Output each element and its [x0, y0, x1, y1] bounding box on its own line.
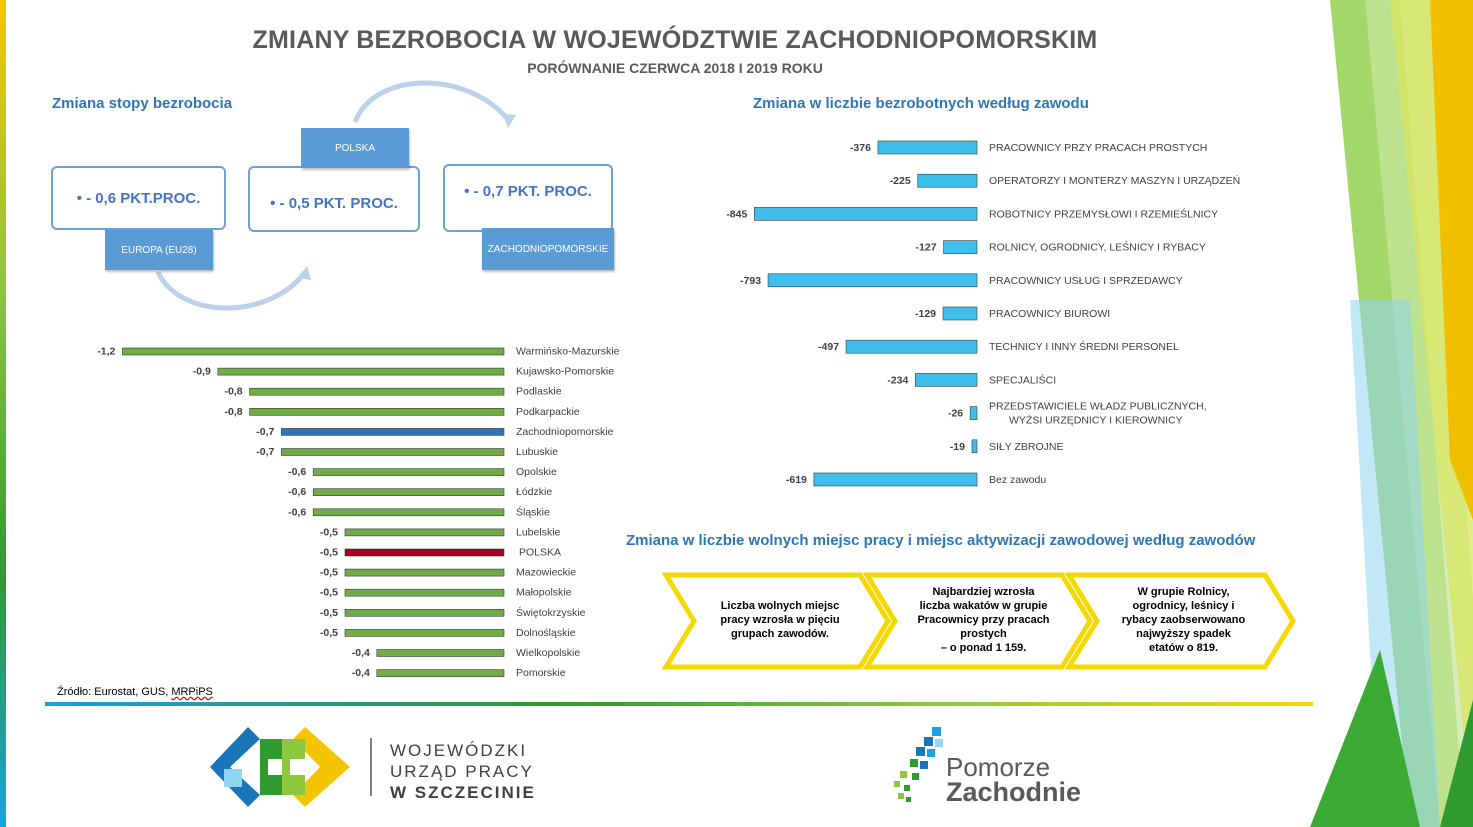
data-label: -0,6 [288, 506, 307, 519]
chevron-3-line: etatów o 819. [1148, 642, 1219, 654]
data-label: -26 [947, 407, 964, 420]
category-label: Kujawsko-Pomorskie [516, 365, 615, 378]
bar [970, 407, 977, 420]
bar [915, 373, 977, 386]
data-label: -376 [849, 142, 871, 154]
category-label: OPERATORZY I MONTERZY MASZYN I URZĄDZEŃ [989, 175, 1241, 188]
europe-rate-value: • - 0,6 PKT.PROC. [76, 189, 201, 207]
category-label: Wielkopolskie [516, 647, 581, 659]
bar [878, 141, 977, 154]
data-label: -0,7 [256, 446, 275, 458]
bar [944, 241, 977, 254]
data-label: -0,6 [288, 466, 307, 479]
bar [345, 629, 504, 636]
bar [313, 509, 504, 516]
source-mrpips: MRPiPS [171, 686, 213, 698]
chevron-1-line: pracy wzrosła w pięciu [720, 614, 840, 626]
poland-rate-value: • - 0,5 PKT. PROC. [270, 194, 398, 212]
chevron-3-line: najwyższy spadek [1136, 628, 1231, 640]
bar [768, 274, 977, 287]
vacancies-heading: Zmiana w liczbie wolnych miejsc pracy i miejsc aktywizacji zawodowej według zawodów [626, 532, 1256, 549]
source-note [57, 686, 213, 698]
category-label: PRACOWNICY BIUROWI [989, 308, 1111, 320]
category-label: Łódzkie [516, 486, 553, 499]
data-label: -0,5 [319, 526, 338, 539]
europe-rate-card [51, 166, 226, 230]
category-label: Dolnośląskie [516, 626, 576, 639]
category-label: SPECJALIŚCI [989, 374, 1057, 387]
zachodnie-text: Zachodnie [946, 777, 1082, 807]
bar [218, 368, 504, 375]
bar [345, 529, 504, 536]
chevron-2-line: – o ponad 1 159. [940, 642, 1027, 654]
bar [345, 589, 504, 596]
bar [122, 348, 504, 355]
bar [918, 174, 977, 187]
wup-logo-icon [210, 725, 355, 810]
poland-rate-card [248, 166, 420, 232]
bar [250, 388, 504, 395]
category-label: WYŻSI URZĘDNICY I KIEROWNICY [1009, 414, 1183, 427]
wup-line-3: W SZCZECINIE [390, 783, 536, 802]
wup-line-2: URZĄD PRACY [390, 762, 534, 781]
bar [377, 650, 504, 657]
category-label: Podkarpackie [516, 405, 580, 418]
category-label: Pomorskie [516, 667, 566, 680]
data-label: -0,9 [192, 365, 211, 378]
data-label: -845 [726, 208, 748, 221]
occupation-chart [700, 130, 1290, 500]
decorative-stripes [1290, 0, 1473, 827]
bar [846, 340, 977, 353]
unemployment-rate-heading: Zmiana stopy bezrobocia [52, 95, 233, 112]
footer-divider [45, 702, 1313, 708]
bar [754, 207, 977, 220]
data-label: -0,5 [319, 546, 338, 559]
chevron-1-text [705, 599, 855, 641]
data-label: -0,5 [319, 566, 338, 579]
data-label: -129 [914, 308, 937, 320]
bar [313, 489, 504, 496]
data-label: -234 [887, 374, 909, 387]
chevron-2-line: liczba wakatów w grupie [919, 600, 1048, 612]
category-label: ROLNICY, OGRODNICY, LEŚNICY I RYBACY [989, 241, 1206, 254]
source-text: Źródło: Eurostat, GUS, [57, 686, 172, 698]
category-label: Zachodniopomorskie [516, 425, 614, 438]
data-label: -0,5 [319, 626, 338, 639]
category-label: Opolskie [516, 466, 557, 479]
bar [281, 428, 504, 435]
category-label: PRACOWNICY USŁUG I SPRZEDAWCY [989, 274, 1183, 287]
bar [377, 670, 504, 677]
category-label: Śląskie [516, 506, 550, 519]
data-label: -225 [889, 175, 911, 188]
left-color-strip [0, 0, 6, 827]
bar [345, 569, 504, 576]
bar [943, 307, 977, 320]
bar [250, 408, 504, 415]
category-label: Podlaskie [516, 385, 562, 398]
chevron-2-line: Pracownicy przy pracach [917, 614, 1050, 626]
bar [972, 440, 977, 453]
chevron-3-line: W grupie Rolnicy, [1137, 586, 1230, 598]
data-label: -0,5 [319, 586, 338, 599]
chevron-3-text [1106, 585, 1261, 655]
logo-divider [370, 738, 372, 796]
occupation-unemployed-heading: Zmiana w liczbie bezrobotnych według zawodu [753, 95, 1089, 112]
category-label: Warmińsko-Mazurskie [516, 345, 620, 358]
category-label: POLSKA [519, 546, 562, 559]
bar [313, 469, 504, 476]
category-label: Mazowieckie [516, 566, 577, 579]
chevron-3-line: rybacy zaobserwowano [1121, 614, 1246, 626]
zachodniopomorskie-rate-card [443, 164, 613, 232]
zachodniopomorskie-label: ZACHODNIOPOMORSKIE [482, 228, 614, 270]
category-label: PRZEDSTAWICIELE WŁADZ PUBLICZNYCH, [989, 400, 1207, 413]
data-label: -619 [785, 474, 807, 486]
data-label: -19 [949, 440, 965, 453]
data-label: -0,6 [288, 486, 307, 499]
chevron-2-line: Najbardziej wzrosła [932, 586, 1035, 598]
data-label: -0,8 [224, 405, 243, 418]
bar [345, 549, 504, 556]
data-label: -0,8 [224, 385, 243, 398]
wup-logo-text [390, 740, 536, 803]
data-label: -0,5 [319, 606, 338, 619]
category-label: Lubelskie [516, 526, 561, 539]
europe-label: EUROPA (EU28) [105, 230, 213, 270]
category-label: SIŁY ZBROJNE [989, 440, 1064, 453]
chevron-1-line: grupach zawodów. [731, 628, 829, 640]
regional-rate-chart [40, 340, 660, 690]
category-label: Bez zawodu [989, 474, 1047, 486]
category-label: ROBOTNICY PRZEMYSŁOWI I RZEMIEŚLNICY [989, 208, 1219, 221]
wup-line-1: WOJEWÓDZKI [390, 741, 528, 760]
chevron-1-line: Liczba wolnych miejsc [720, 600, 840, 612]
data-label: -127 [915, 241, 937, 254]
data-label: -497 [818, 341, 840, 354]
data-label: -0,4 [351, 667, 370, 680]
chevron-2-text [906, 585, 1061, 655]
category-label: Lubuskie [516, 446, 559, 458]
data-label: -0,4 [351, 647, 370, 659]
chevron-3-line: ogrodnicy, leśnicy i [1132, 600, 1235, 612]
poland-label: POLSKA [301, 128, 409, 168]
pomorze-zachodnie-logo-icon [890, 725, 950, 810]
bar [814, 473, 977, 486]
chevron-2-line: prostych [960, 628, 1007, 640]
page-subtitle: PORÓWNANIE CZERWCA 2018 I 2019 ROKU [527, 60, 823, 76]
category-label: Świętokrzyskie [516, 606, 586, 619]
category-label: PRACOWNICY PRZY PRACACH PROSTYCH [989, 142, 1208, 154]
data-label: -1,2 [97, 345, 116, 358]
bar [345, 609, 504, 616]
pomorze-text: Pomorze [946, 752, 1051, 782]
bar [281, 449, 504, 456]
category-label: TECHNICY I INNY ŚREDNI PERSONEL [989, 341, 1179, 354]
page-title: ZMIANY BEZROBOCIA W WOJEWÓDZTWIE ZACHODNIOPOMORSKIM [252, 26, 1098, 54]
category-label: Małopolskie [516, 586, 572, 599]
data-label: -0,7 [256, 425, 275, 438]
zachodniopomorskie-rate-value: • - 0,7 PKT. PROC. [464, 182, 592, 200]
data-label: -793 [740, 274, 762, 287]
